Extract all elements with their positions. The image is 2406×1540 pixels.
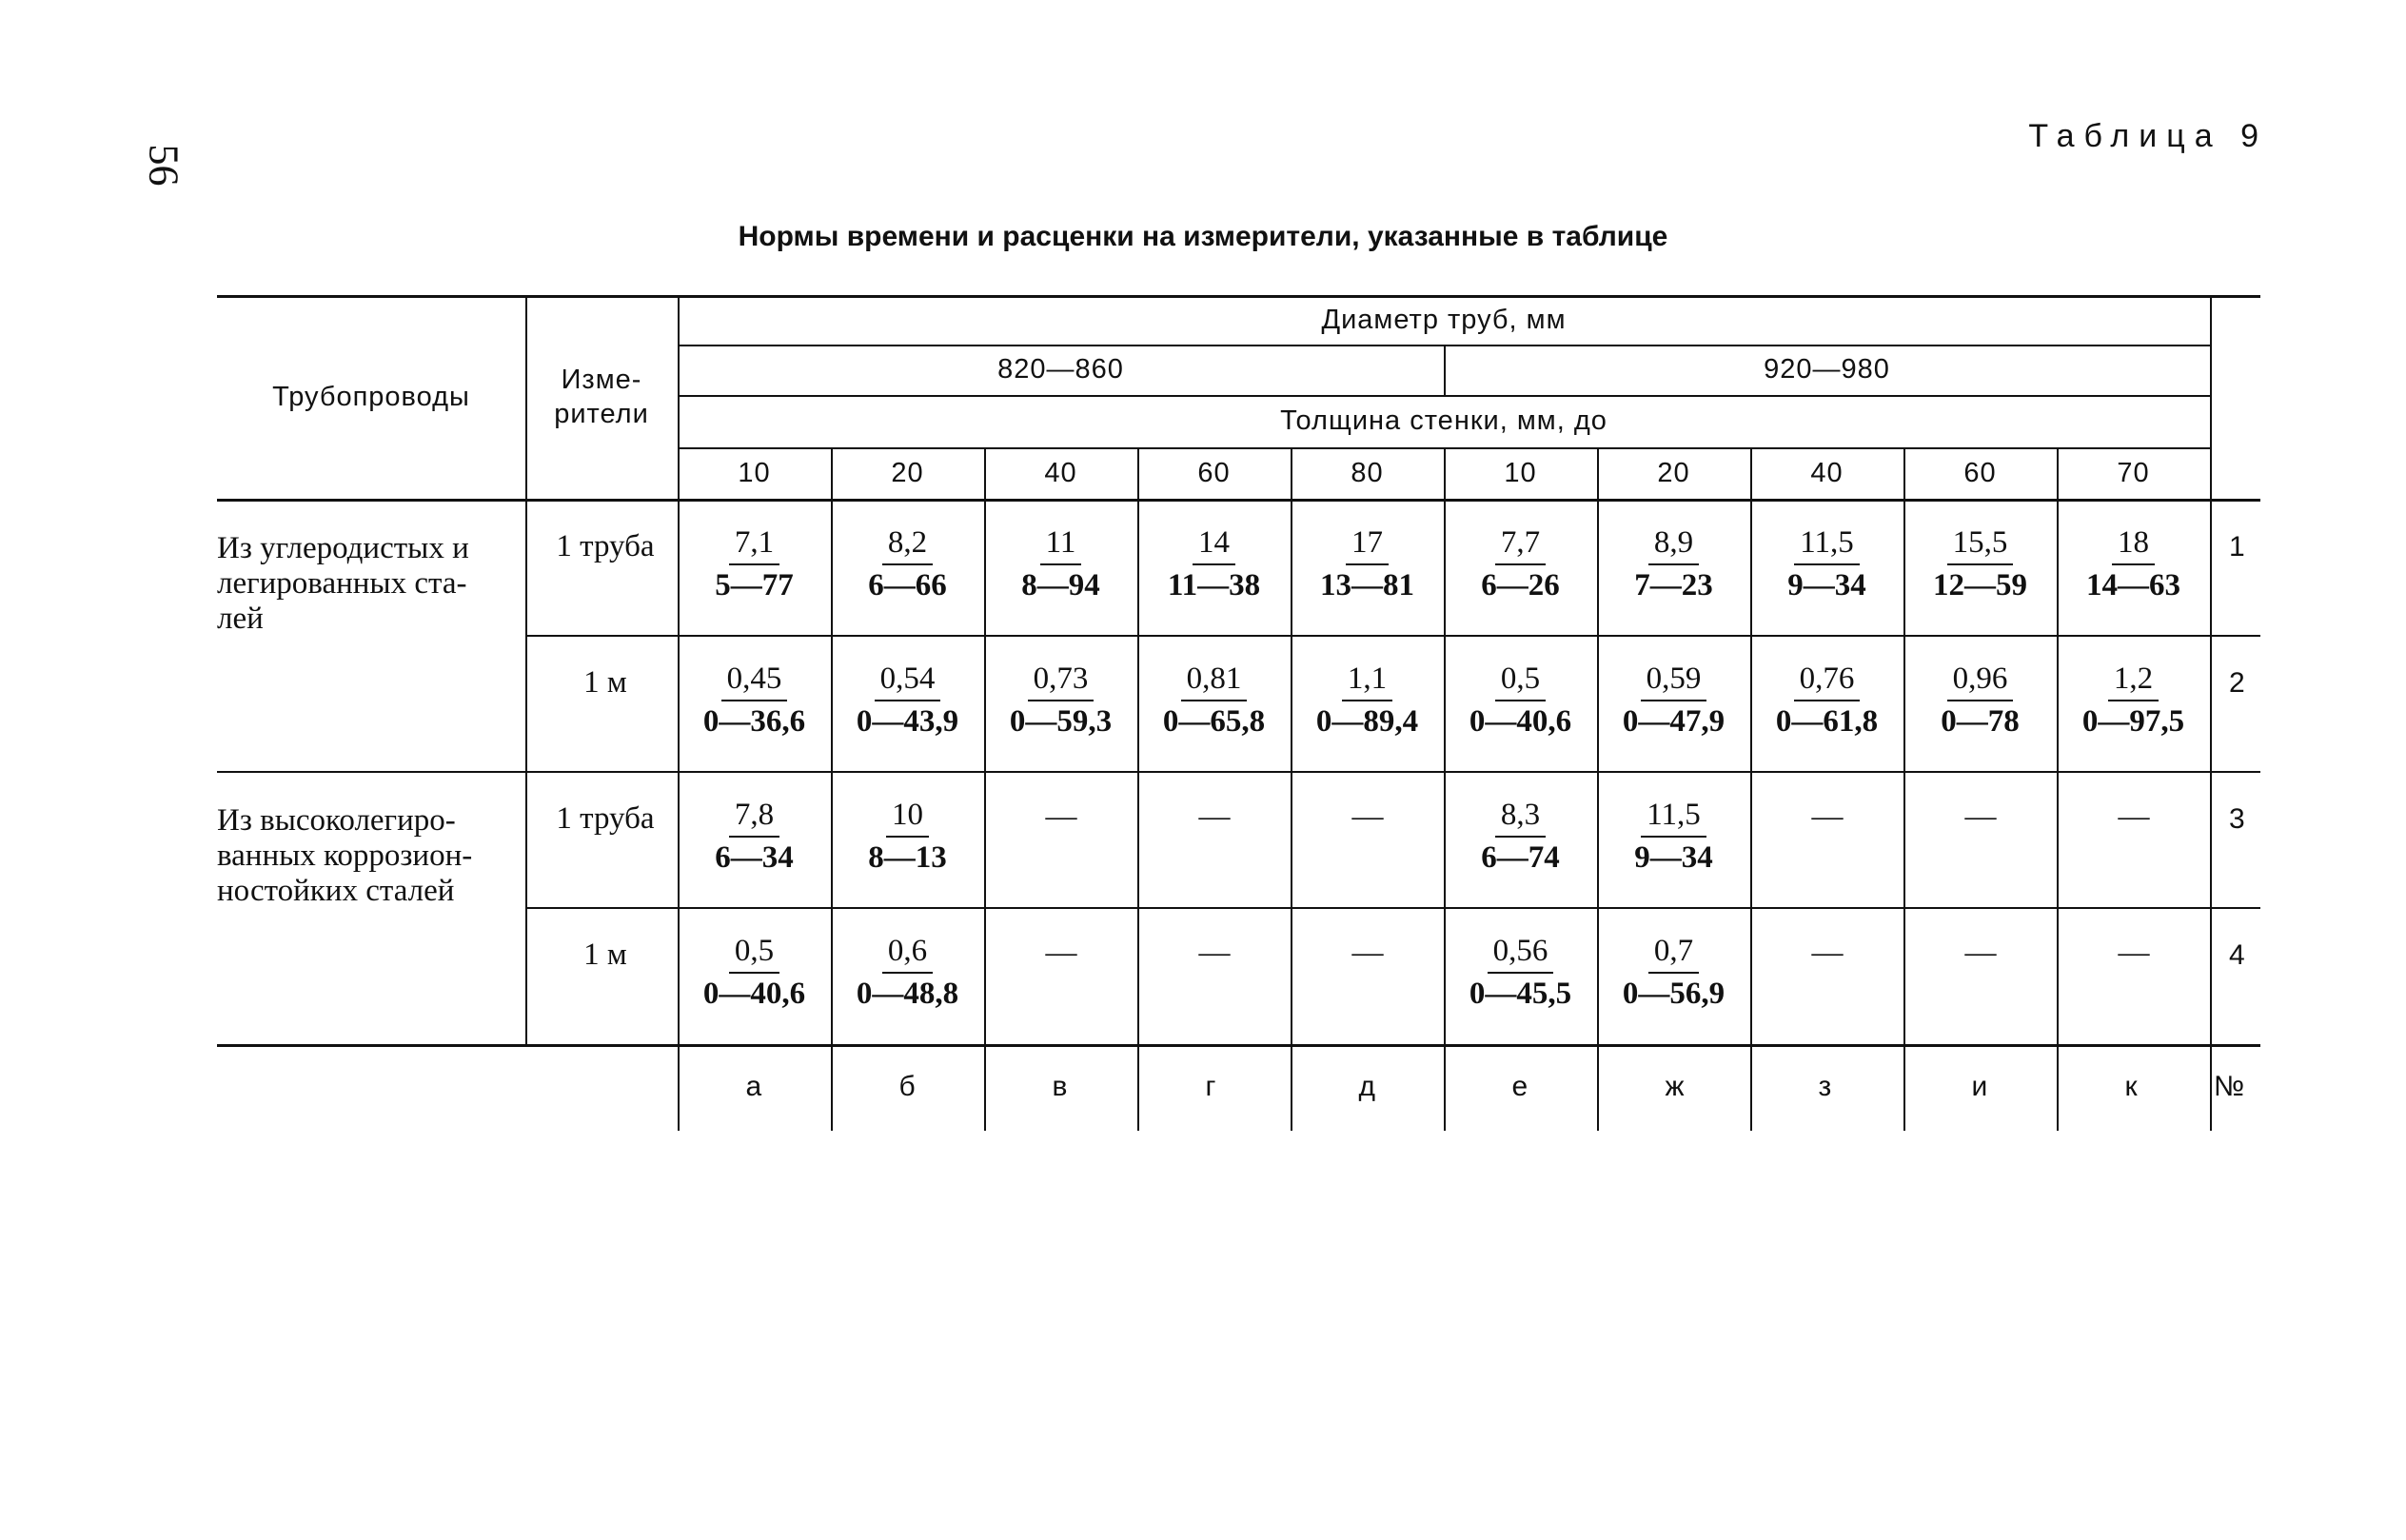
time-norm: 1,2 [2108, 660, 2159, 701]
rate: 8—94 [1021, 568, 1100, 602]
column-line [2210, 295, 2212, 1131]
row-group-label-line: ностойких сталей [217, 874, 455, 908]
rate: 0—47,9 [1622, 704, 1726, 739]
table-label: Таблица 9 [2028, 118, 2268, 154]
time-norm: 11 [1040, 523, 1082, 565]
header-meters-line: Изме- [561, 365, 642, 395]
empty-dash: — [1198, 936, 1231, 970]
rate: 5—77 [715, 568, 794, 602]
time-norm: 0,56 [1488, 932, 1554, 974]
column-letter: е [1511, 1071, 1528, 1102]
rule-line [217, 771, 2260, 773]
norm-fraction [1750, 523, 1903, 605]
norm-fraction [1903, 523, 2057, 605]
header-group-820-860: 820—860 [997, 354, 1124, 385]
header-thickness-value: 80 [1351, 457, 1384, 488]
rule-line [525, 907, 2260, 909]
rate: 0—36,6 [702, 704, 806, 739]
empty-dash: — [1811, 936, 1844, 970]
norm-fraction [984, 660, 1137, 741]
norm-fraction [678, 932, 831, 1014]
rate: 0—40,6 [1469, 704, 1572, 739]
header-thickness-value: 40 [1810, 457, 1844, 488]
row-group-label-line: легированных ста- [217, 566, 467, 601]
column-letter: и [1971, 1071, 1988, 1102]
header-group-920-980: 920—980 [1764, 354, 1890, 385]
empty-dash: — [1811, 800, 1844, 834]
column-letter: к [2124, 1071, 2138, 1102]
rate: 6—66 [868, 568, 947, 602]
time-norm: 7,8 [729, 796, 779, 838]
norm-fraction [831, 660, 984, 741]
empty-dash: — [2118, 936, 2150, 970]
norm-fraction [1597, 660, 1750, 741]
rate: 6—74 [1481, 840, 1560, 875]
empty-dash: — [1351, 800, 1384, 834]
row-meter: 1 труба [556, 529, 655, 563]
time-norm: 8,2 [882, 523, 933, 565]
rate: 13—81 [1320, 568, 1414, 602]
norm-fraction [1903, 660, 2057, 741]
time-norm: 17 [1346, 523, 1389, 565]
time-norm: 0,96 [1947, 660, 2014, 701]
rate: 7—23 [1634, 568, 1713, 602]
time-norm: 15,5 [1947, 523, 2014, 565]
time-norm: 0,5 [1495, 660, 1546, 701]
row-group-label [217, 803, 512, 909]
norm-fraction [678, 660, 831, 741]
rate: 0—40,6 [702, 977, 806, 1011]
rate: 0—43,9 [856, 704, 959, 739]
empty-dash: — [2118, 800, 2150, 834]
norm-fraction [984, 523, 1137, 605]
norm-fraction [678, 796, 831, 878]
norm-fraction [831, 523, 984, 605]
header-thickness-value: 20 [891, 457, 924, 488]
time-norm: 7,1 [729, 523, 779, 565]
rate: 0—61,8 [1775, 704, 1879, 739]
rate: 0—48,8 [856, 977, 959, 1011]
row-number: 4 [2229, 939, 2245, 971]
rule-line [217, 499, 2260, 502]
rate: 0—65,8 [1162, 704, 1266, 739]
empty-dash: — [1045, 800, 1077, 834]
time-norm: 8,9 [1648, 523, 1699, 565]
header-thickness: Толщина стенки, мм, до [1280, 405, 1607, 436]
norm-fraction [2057, 523, 2210, 605]
rate: 6—34 [715, 840, 794, 875]
rate: 6—26 [1481, 568, 1560, 602]
time-norm: 0,7 [1648, 932, 1699, 974]
empty-dash: — [1964, 800, 1997, 834]
empty-dash: — [1045, 936, 1077, 970]
time-norm: 11,5 [1794, 523, 1860, 565]
norm-fraction [831, 932, 984, 1014]
rate: 0—45,5 [1469, 977, 1572, 1011]
rate: 0—78 [1941, 704, 2020, 739]
norm-fraction [1137, 523, 1291, 605]
norm-fraction [678, 523, 831, 605]
norm-fraction [1597, 796, 1750, 878]
row-group-label-line: Из высоколегиро- [217, 803, 456, 838]
row-number: 1 [2229, 531, 2245, 563]
rate: 11—38 [1167, 568, 1261, 602]
norm-fraction [1444, 796, 1597, 878]
rule-line [217, 1044, 2260, 1047]
rate: 14—63 [2086, 568, 2180, 602]
column-letter: а [745, 1071, 762, 1102]
header-pipelines: Трубопроводы [272, 381, 470, 412]
time-norm: 0,76 [1794, 660, 1861, 701]
page-number: 56 [140, 144, 187, 187]
row-number: 3 [2229, 803, 2245, 835]
time-norm: 8,3 [1495, 796, 1546, 838]
header-thickness-value: 10 [738, 457, 771, 488]
row-meter: 1 м [583, 665, 627, 700]
row-meter: 1 м [583, 938, 627, 972]
norm-fraction [1137, 660, 1291, 741]
norm-fraction [1444, 660, 1597, 741]
time-norm: 0,73 [1028, 660, 1095, 701]
norm-fraction [1444, 523, 1597, 605]
rate: 12—59 [1933, 568, 2027, 602]
header-diameter: Диаметр труб, мм [1321, 304, 1567, 335]
header-thickness-value: 10 [1504, 457, 1537, 488]
row-group-label-line: лей [217, 602, 264, 636]
empty-dash: — [1198, 800, 1231, 834]
time-norm: 14 [1193, 523, 1235, 565]
header-thickness-value: 60 [1963, 457, 1997, 488]
column-letter: д [1358, 1071, 1376, 1102]
row-meter: 1 труба [556, 801, 655, 836]
time-norm: 10 [886, 796, 929, 838]
header-thickness-value: 20 [1657, 457, 1690, 488]
rate: 9—34 [1634, 840, 1713, 875]
header-thickness-value: 70 [2117, 457, 2150, 488]
time-norm: 0,45 [721, 660, 788, 701]
norm-fraction [1444, 932, 1597, 1014]
rate: 8—13 [868, 840, 947, 875]
column-letter: г [1205, 1071, 1216, 1102]
header-thickness-value: 40 [1044, 457, 1077, 488]
column-letter: ж [1665, 1071, 1685, 1102]
row-group-label-line: Из углеродистых и [217, 531, 469, 565]
norm-fraction [2057, 660, 2210, 741]
column-letter: б [898, 1071, 916, 1102]
header-thickness-value: 60 [1197, 457, 1231, 488]
norm-fraction [1291, 523, 1444, 605]
time-norm: 0,81 [1181, 660, 1248, 701]
rate: 9—34 [1787, 568, 1866, 602]
norm-fraction [1597, 523, 1750, 605]
header-meters [525, 295, 678, 499]
header-meters-line: рители [554, 399, 649, 429]
time-norm: 18 [2112, 523, 2155, 565]
column-letter: в [1052, 1071, 1068, 1102]
rate: 0—89,4 [1315, 704, 1419, 739]
row-number: 2 [2229, 667, 2245, 699]
empty-dash: — [1964, 936, 1997, 970]
row-group-label-line: ванных коррозион- [217, 839, 473, 873]
time-norm: 0,6 [882, 932, 933, 974]
time-norm: 0,59 [1641, 660, 1707, 701]
rate: 0—97,5 [2081, 704, 2185, 739]
number-sign: № [2214, 1071, 2245, 1102]
norm-fraction [1597, 932, 1750, 1014]
column-letter: з [1818, 1071, 1832, 1102]
time-norm: 0,5 [729, 932, 779, 974]
time-norm: 1,1 [1342, 660, 1392, 701]
table-title: Нормы времени и расценки на измерители, указанные в таблице [738, 221, 1668, 252]
norm-fraction [1750, 660, 1903, 741]
time-norm: 0,54 [875, 660, 941, 701]
norm-fraction [831, 796, 984, 878]
time-norm: 7,7 [1495, 523, 1546, 565]
norm-fraction [1291, 660, 1444, 741]
row-group-label [217, 531, 512, 637]
time-norm: 11,5 [1641, 796, 1706, 838]
empty-dash: — [1351, 936, 1384, 970]
rule-line [525, 635, 2260, 637]
rate: 0—56,9 [1622, 977, 1726, 1011]
rate: 0—59,3 [1009, 704, 1113, 739]
